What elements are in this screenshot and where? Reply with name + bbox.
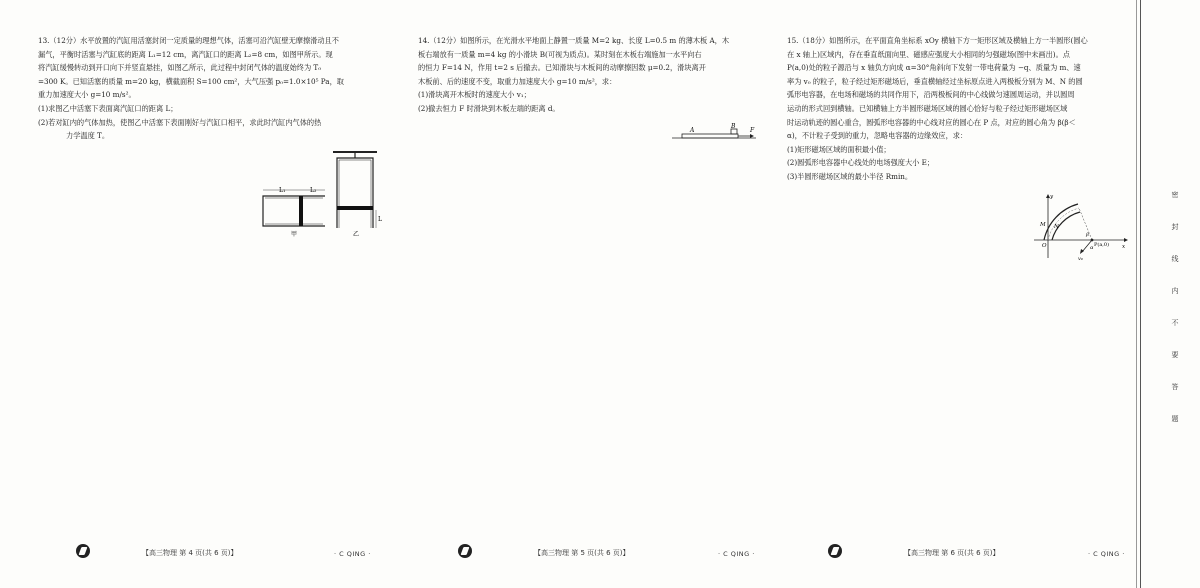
binding-note — [1170, 190, 1180, 424]
question-13 — [38, 34, 383, 143]
cylinder-yi — [333, 152, 377, 228]
brand-mark: · C QING · — [718, 550, 755, 558]
capacitor-arc-outer — [1044, 204, 1078, 240]
binding-char: 封 — [1171, 223, 1179, 231]
label-l: L — [378, 216, 382, 223]
q15-line: 弧形电容器，在电场和磁场的共同作用下，沿两极板间的中心线做匀速圆周运动，并以圆周 — [787, 90, 1075, 100]
page-footer: 【高三物理 第 6 页(共 6 页)】 — [904, 549, 1000, 557]
logo-icon — [828, 544, 842, 558]
label-a: A — [690, 127, 695, 134]
q13-sub1: (1)求图乙中活塞下表面离汽缸口的距离 L； — [38, 103, 178, 113]
binding-margin — [1134, 0, 1200, 588]
q14-line: 板右端放有一质量 m=4 kg 的小滑块 B(可视为质点)。某时刻在木板右端施加一水平向右 — [418, 49, 702, 59]
binding-char: 密 — [1171, 191, 1179, 199]
label-o: O — [1042, 243, 1047, 249]
center-arc — [1048, 208, 1079, 240]
label-v0: v₀ — [1078, 256, 1083, 262]
piston-jia — [299, 196, 303, 226]
label-alpha: α — [1090, 245, 1094, 251]
q13-line: =300 K。已知活塞的质量 m=20 kg，横截面积 S=100 cm²，大气压强 p₀=1.0×10⁵ Pa，取 — [38, 76, 344, 86]
q14-line: 14.（12分）如图所示，在光滑水平地面上静置一质量 M=2 kg、长度 L=0.5 m 的薄木板 A，木 — [418, 36, 730, 45]
q14-sub2: (2)撤去恒力 F 时滑块到木板左端的距离 d。 — [418, 103, 560, 113]
q15-line: 率为 v₀ 的粒子，粒子经过矩形磁场后，垂直横轴经过坐标原点进入两极板分别为 M、N 的圆 — [787, 76, 1083, 86]
label-beta: β — [1086, 232, 1089, 238]
logo-icon — [458, 544, 472, 558]
brand-mark: · C QING · — [1088, 550, 1125, 558]
label-x: x — [1122, 244, 1126, 250]
q15-sub2: (2)圆弧形电容器中心线处的电场强度大小 E； — [787, 158, 935, 168]
question-15 — [787, 34, 1132, 184]
label-l1: L₁ — [279, 187, 286, 194]
label-p: P(a,0) — [1094, 242, 1110, 248]
label-l2: L₂ — [310, 187, 317, 194]
q13-line: 漏气，平衡时活塞与汽缸底的距离 L₁=12 cm，离汽缸口的距离 L₂=8 cm，如图甲所示。现 — [38, 49, 333, 59]
board-a — [682, 134, 738, 138]
q14-sub1: (1)滑块离开木板时的速度大小 v₁； — [418, 90, 531, 100]
label-b: B — [731, 123, 736, 130]
q14-line: 木板前、后的速度不变，取重力加速度大小 g=10 m/s²，求： — [418, 76, 617, 86]
question-14 — [418, 34, 758, 116]
q13-figure — [255, 148, 385, 240]
label-n: N — [1054, 224, 1059, 230]
binding-char: 内 — [1171, 287, 1179, 295]
q15-line: 在 x 轴上)区域内，存在垂直纸面向里、磁感应强度大小相同的匀强磁场(图中未画出)。点 — [787, 49, 1070, 59]
binding-char: 不 — [1171, 319, 1179, 327]
label-m: M — [1040, 222, 1046, 228]
q15-line: 时运动轨迹的圆心重合，圆弧形电容器的中心线对应的圆心在 P 点，对应的圆心角为 β(β＜ — [787, 117, 1076, 127]
label-f: F — [750, 127, 755, 134]
label-y: y — [1050, 194, 1054, 200]
piston-yi — [337, 206, 373, 210]
q13-line: 13.（12分）水平放置的汽缸用活塞封闭一定质量的理想气体，活塞可沿汽缸壁无摩擦滑动且不 — [38, 36, 339, 45]
page-footer: 【高三物理 第 4 页(共 6 页)】 — [142, 549, 238, 557]
q13-sub2: (2)若对缸内的气体加热，使图乙中活塞下表面刚好与汽缸口相平，求此时汽缸内气体的热 — [38, 117, 322, 127]
brand-mark: · C QING · — [334, 550, 371, 558]
q15-sub1: (1)矩形磁场区域的面积最小值； — [787, 144, 891, 154]
q15-line: 15.（18分）如图所示，在平面直角坐标系 xOy 横轴下方一矩形区域及横轴上方一半圆形(圆心 — [787, 36, 1088, 45]
binding-char: 答 — [1171, 383, 1179, 391]
q15-line: 运动的形式回到横轴。已知横轴上方半圆形磁场区域的圆心恰好与粒子经过矩形磁场区域 — [787, 103, 1068, 113]
label-jia: 甲 — [291, 231, 298, 238]
label-yi: 乙 — [353, 231, 360, 238]
q13-line: 将汽缸缓慢转动到开口向下并竖直悬挂，如图乙所示，此过程中封闭气体的温度始终为 T₀ — [38, 63, 322, 73]
binding-char: 要 — [1171, 351, 1179, 359]
page-footer: 【高三物理 第 5 页(共 6 页)】 — [534, 549, 630, 557]
q15-line: α)，不计粒子受到的重力，忽略电容器的边缘效应，求： — [787, 131, 968, 141]
q15-line: P(a,0)处的粒子源沿与 x 轴负方向成 α=30°角斜向下发射一带电荷量为 −q、质量为 m、速 — [787, 63, 1081, 73]
q13-line: 重力加速度大小 g=10 m/s²。 — [38, 90, 136, 100]
logo-icon — [76, 544, 90, 558]
q15-sub3: (3)半圆形磁场区域的最小半径 Rmin。 — [787, 171, 913, 181]
q14-figure — [670, 122, 760, 144]
q15-figure — [1030, 192, 1130, 264]
q14-line: 的恒力 F=14 N，作用 t=2 s 后撤去。已知滑块与木板间的动摩擦因数 μ=0.2，滑块离开 — [418, 63, 706, 73]
binding-char: 题 — [1171, 415, 1179, 423]
cylinder-jia — [263, 196, 325, 226]
q13-sub2-cont: 力学温度 T。 — [66, 131, 110, 141]
binding-char: 线 — [1171, 255, 1179, 263]
